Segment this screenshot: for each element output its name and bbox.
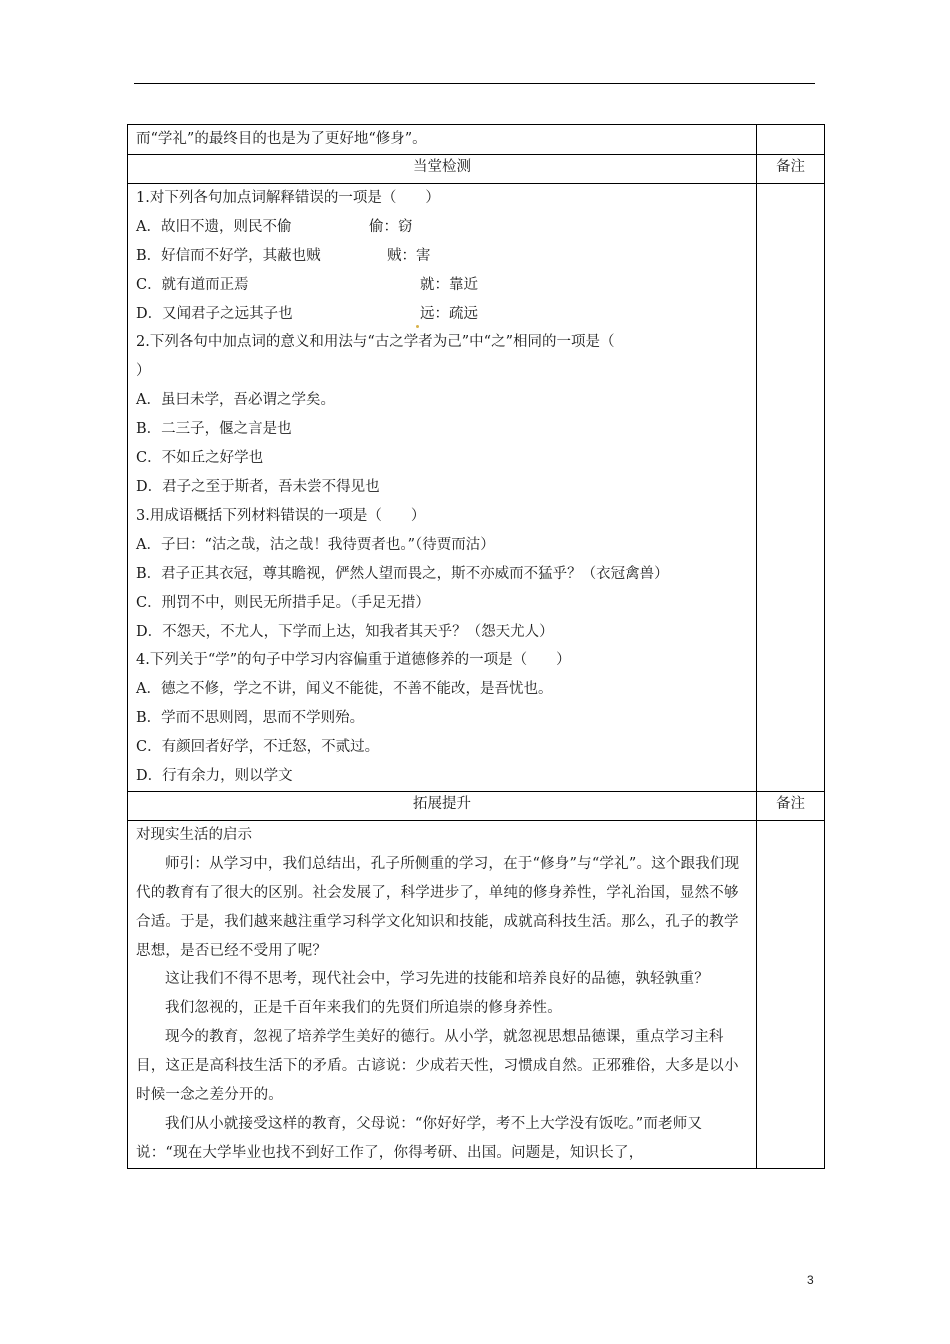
q1-option-c-gloss: 就：靠近 [420, 276, 478, 293]
extend-paragraph: 师引：从学习中，我们总结出，孔子所侧重的学习，在于“修身”与“学礼”。这个跟我们现代的教育有了很大的区别。社会发展了，科学进步了，单纯的修身养性，学礼治国，显然不够合适。于是，我们越来越注重学习科学文化知识和技能，成就高科技生活。那么，孔子的教学思想，是否已经不受用了呢？ [136, 855, 740, 959]
check-section-note: 备注 [757, 154, 825, 183]
extend-section-body [128, 820, 825, 1168]
q4-option-a: A．德之不修，学之不讲，闻义不能徙，不善不能改，是吾忧也。 [136, 681, 553, 698]
extend-paragraph: 我们忽视的，正是千百年来我们的先贤们所追崇的修身养性。 [165, 1000, 562, 1017]
q1-option-c-text: C．就有道而正焉 [136, 276, 249, 293]
q1-option-a-text: A．故旧不遗，则民不偷 [136, 218, 292, 235]
q2-option-b: B．二三子，偃之言是也 [136, 421, 292, 438]
q4-option-b: B．学而不思则罔，思而不学则殆。 [136, 710, 365, 727]
extend-section-title: 拓展提升 [128, 791, 757, 820]
check-section-header [128, 154, 825, 183]
check-section-body [128, 183, 825, 791]
q3-option-c: C．刑罚不中，则民无所措手足。（手足无措） [136, 594, 430, 611]
q4-option-c: C．有颜回者好学，不迁怒，不贰过。 [136, 739, 380, 756]
lesson-table [127, 124, 825, 1169]
q1-option-a-gloss: 偷：窃 [369, 218, 413, 235]
extend-paragraph: 我们从小就接受这样的教育，父母说：“你好好学，考不上大学没有饭吃。”而老师又说：“现在大学毕业也找不到好工作了，你得考研、出国。问题是，知识长了， [136, 1116, 703, 1161]
q1-option-c [128, 271, 756, 300]
page-number: 3 [807, 1273, 814, 1287]
intro-cell [128, 125, 757, 155]
q3-option-a: A．子曰：“沽之哉，沽之哉！我待贾者也。”（待贾而沽） [136, 536, 495, 553]
intro-row [128, 125, 825, 155]
q1-stem: 1.对下列各句加点词解释错误的一项是（ ） [136, 189, 440, 206]
extend-cell [128, 820, 757, 1168]
header-rule [134, 83, 815, 84]
extend-heading: 对现实生活的启示 [136, 826, 252, 843]
extend-paragraph: 这让我们不得不思考，现代社会中，学习先进的技能和培养良好的品德，孰轻孰重？ [165, 971, 709, 988]
q3-stem: 3.用成语概括下列材料错误的一项是（ ） [136, 507, 426, 524]
intro-note-cell [757, 125, 825, 155]
questions-cell [128, 183, 757, 791]
extend-paragraph: 现今的教育，忽视了培养学生美好的德行。从小学，就忽视思想品德课，重点学习主科目，这正是高科技生活下的矛盾。古谚说：少成若天性，习惯成自然。正邪雅俗，大多是以小时候一念之差分开的。 [136, 1029, 739, 1104]
q3-option-b: B．君子正其衣冠，尊其瞻视，俨然人望而畏之，斯不亦威而不猛乎？（衣冠禽兽） [136, 565, 669, 582]
check-section-title: 当堂检测 [128, 154, 757, 183]
questions-note-cell [757, 183, 825, 791]
q1-option-b-text: B．好信而不好学，其蔽也贼 [136, 247, 321, 264]
q2-option-c: C．不如丘之好学也 [136, 450, 264, 467]
extend-section-note: 备注 [757, 791, 825, 820]
q2-stem-end: ） [136, 363, 151, 380]
q1-option-a [128, 213, 756, 242]
q4-option-d: D．行有余力，则以学文 [136, 768, 293, 785]
q1-option-d-text: D．又闻君子之远其子也 [136, 305, 293, 322]
extend-section-header [128, 791, 825, 820]
q1-option-b-gloss: 贼：害 [387, 247, 431, 264]
q1-option-d [128, 300, 756, 329]
q2-option-d: D．君子之至于斯者，吾未尝不得见也 [136, 478, 380, 495]
intro-line: 而“学礼”的最终目的也是为了更好地“修身”。 [136, 131, 427, 147]
q1-option-b [128, 242, 756, 271]
q3-option-d: D．不怨天，不尤人，下学而上达，知我者其天乎？（怨天尤人） [136, 623, 554, 640]
q1-option-d-gloss: 远：疏远 [420, 305, 478, 322]
q2-stem: 2.下列各句中加点词的意义和用法与“古之学者为己”中“之”相同的一项是（ [136, 334, 615, 351]
q4-stem: 4.下列关于“学”的句子中学习内容偏重于道德修养的一项是（ ） [136, 652, 571, 669]
extend-note-cell [757, 820, 825, 1168]
q2-option-a: A．虽曰未学，吾必谓之学矣。 [136, 392, 335, 409]
